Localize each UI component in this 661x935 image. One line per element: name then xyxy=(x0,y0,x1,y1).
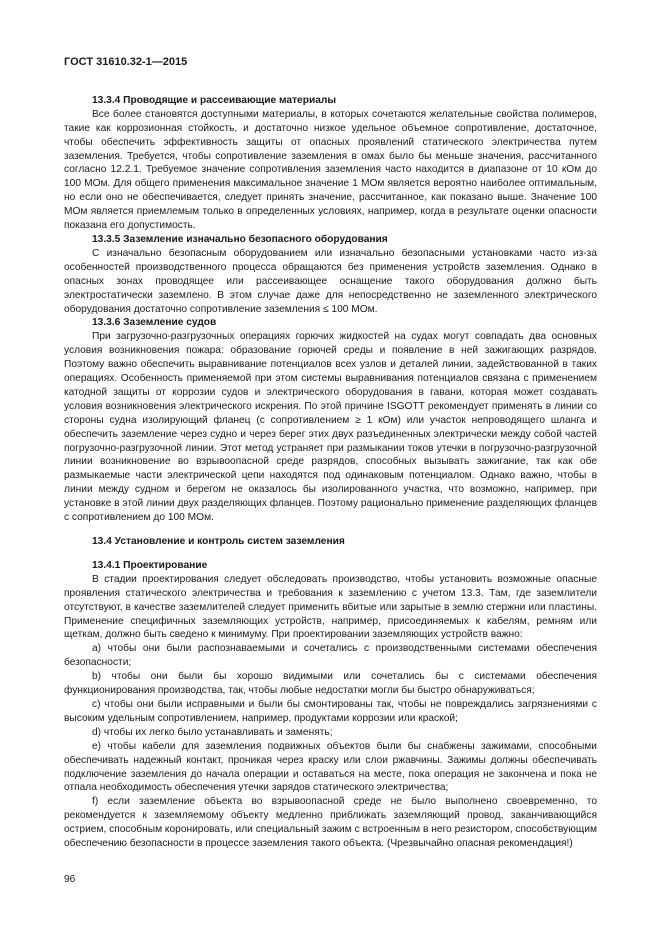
list-item-b: b) чтобы они были бы хорошо видимыми или сочетались бы с системами обеспечения функционирования производства, так, чтобы любые недостатки могли бы быстро обнаруживаться; xyxy=(64,671,597,697)
section-heading-13-3-5: 13.3.5 Заземление изначально безопасного оборудования xyxy=(92,233,388,245)
section-heading-13-4-1: 13.4.1 Проектирование xyxy=(92,559,208,571)
section-heading-13-4: 13.4 Установление и контроль систем заземления xyxy=(92,536,345,547)
paragraph: В стадии проектирования следует обследовать производство, чтобы установить возможные опасные проявления статического электричества и требования к заземлению с учетом 13.3. Там, где заземлители отсутствуют, в качестве заземлителей следует применить вбитые или зарытые в землю стержни или пластины. Применение специфичных заземляющих устройств, например, присоединяемых к кабелям, ремням или щеткам, должно быть сведено к минимуму. При проектировании заземляющих устройств важно: xyxy=(64,573,597,641)
list-item-c: c) чтобы они были исправными и были бы смонтированы так, чтобы не повреждались загрязнениями с высоким удельным сопротивлением, например, продуктами коррозии или краской; xyxy=(64,698,597,724)
page-number: 96 xyxy=(64,874,76,885)
document-page xyxy=(64,56,597,851)
list-item-d: d) чтобы их легко было устанавливать и заменять; xyxy=(92,726,333,738)
paragraph: Все более становятся доступными материалы, в которых сочетаются желательные свойства полимеров, такие как коррозионная стойкость, и достаточно низкое удельное объемное сопротивление, достаточное, чтобы обеспечить эффективность защиты от опасных проявлений статического электричества путем заземления. Требуется, чтобы сопротивление заземления в омах было бы меньше значения, рассчитанного согласно 12.2.1. Требуемое значение сопротивления заземления часто находится в диапазоне от 10 кОм до 100 МОм. Для общего применения максимальное значение 1 МОм является вероятно наиболее оптимальным, но если оно не обеспечивается, следует принять значение, рассчитанное, как показано выше. Значение 100 МОм является приемлемым только в определенных условиях, например, когда в результате оценки опасности показана его допустимость. xyxy=(64,108,597,232)
document-header: ГОСТ 31610.32-1—2015 xyxy=(64,56,188,68)
list-item-f: f) если заземление объекта во взрывоопасной среде не было выполнено своевременно, то рекомендуется к заземляемому объекту медленно приближать заземляющий провод, заканчивающийся острием, способным коронировать, или специальный зажим с встроенным в него резистором, способствующим обеспечению безопасности в процессе заземления такого объекта. (Чрезвычайно опасная рекомендация!) xyxy=(64,796,597,850)
paragraph: С изначально безопасным оборудованием или изначально безопасными установками часто из-за особенностей производственного процесса обращаются без применения устройств заземления. Однако в опасных зонах проводящее или рассеивающее оснащение такого оборудования должно быть электростатически заземлено. В этом случае даже для непосредственно не заземленного электрического оборудования достаточно сопротивление заземления ≤ 100 МОм. xyxy=(64,247,597,315)
section-heading-13-3-4: 13.3.4 Проводящие и рассеивающие материалы xyxy=(92,94,337,106)
section-heading-13-3-6: 13.3.6 Заземление судов xyxy=(92,317,217,329)
list-item-e: e) чтобы кабели для заземления подвижных объектов были бы снабжены зажимами, способными обеспечивать надежный контакт, проникая через краску или слои ржавчины. Зажимы должны обеспечивать подключение заземления до начала операции и оставаться на месте, пока операция не закончена и пока не отпала необходимость обеспечения утечки зарядов статического электричества; xyxy=(64,740,597,794)
paragraph: При загрузочно-разгрузочных операциях горючих жидкостей на судах могут совпадать два основных условия возникновения пожара: образование горючей среды и появление в ней зажигающих разрядов. Поэтому важно обеспечить выравнивание потенциалов всех узлов и деталей линии, задействованной в таких операциях. Особенность применяемой при этом системы выравнивания потенциалов связана с применением катодной защиты от коррозии судов и электрического оборудования в гавани, которая может создавать условия возникновения электрического искрения. По этой причине ISGOTT рекомендует применять в линии со стороны судна изолирующий фланец (с сопротивлением ≥ 1 кОм) или участок непроводящего шланга и обеспечить заземление через судно и через берег этих двух разъединенных электрически между собой частей погрузочно-разгрузочной линии. Этот метод устраняет при размыкании токов утечки в погрузочно-разгрузочной линии возникновение во взрывоопасной среде разрядов, способных вызывать зажигание, так как обе размыкаемые части электрической цепи находятся под одинаковым потенциалом. Однако важно, чтобы в линии между судном и берегом не оказалось бы изолированного участка, что возможно, например, при установке в этой линии двух разделяющих фланцев. Поэтому рационально применение разделяющих фланцев с сопротивлением до 100 МОм. xyxy=(64,331,597,524)
list-item-a: а) чтобы они были распознаваемыми и сочетались с производственными системами обеспечения безопасности; xyxy=(64,643,597,669)
